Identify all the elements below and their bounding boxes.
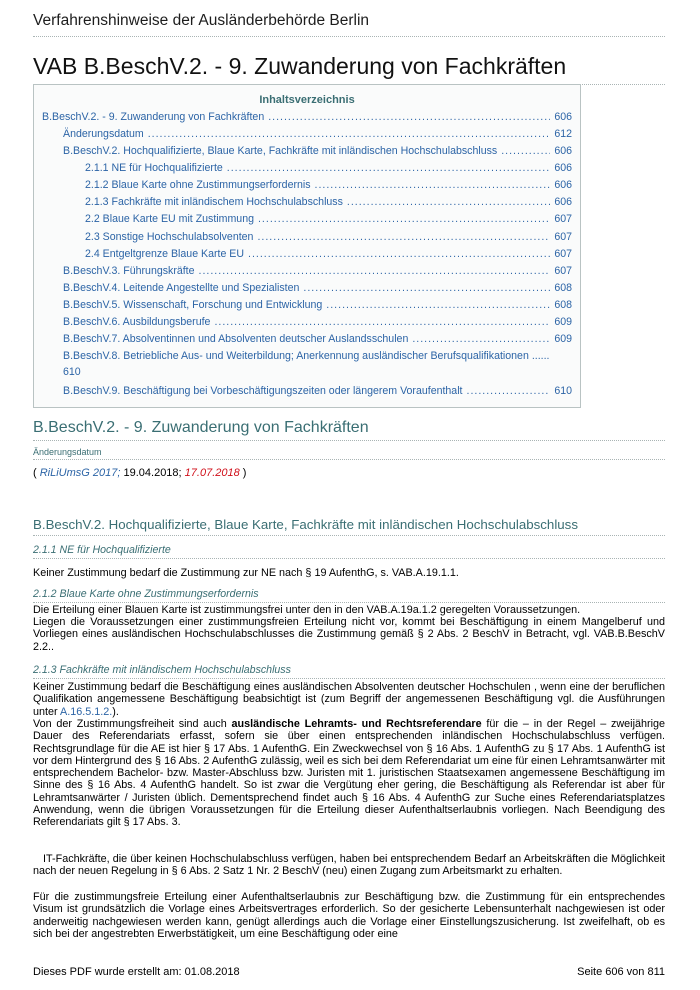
- section-heading-main: B.BeschV.2. - 9. Zuwanderung von Fachkräften: [33, 419, 665, 441]
- toc-entry[interactable]: B.BeschV.7. Absolventinnen und Absolventen deutscher Auslandsschulen ..... 609: [63, 333, 572, 345]
- rilium-link[interactable]: RiLiUmsG 2017;: [39, 467, 121, 479]
- footer-page-number: Seite 606 von 811: [577, 966, 665, 978]
- paragraph-2-1-2-a: Die Erteilung einer Blauen Karte ist zustimmungsfrei unter den in den VAB.A.19a.1.2 geregelten Voraussetzungen.: [33, 604, 581, 616]
- page-footer: [33, 966, 665, 978]
- paragraph-2-1-3-a: Keiner Zustimmung bedarf die Beschäftigung eines ausländischen Absolventen deutscher Hochschulen , wenn eine der beruflichen Qualifikation angemessene Beschäftigung beabsichtigt ist (zum Begriff der angemessenen Beschäftigung vgl. die Ausführungen unter A.16.5.1.2.).: [33, 681, 665, 718]
- document-header: Verfahrenshinweise der Ausländerbehörde Berlin: [33, 12, 665, 37]
- toc-entry[interactable]: B.BeschV.5. Wissenschaft, Forschung und Entwicklung ..... 608: [63, 299, 572, 311]
- page-title: VAB B.BeschV.2. - 9. Zuwanderung von Fachkräften: [33, 53, 665, 85]
- footer-created: Dieses PDF wurde erstellt am: 01.08.2018: [33, 966, 240, 978]
- toc-entry[interactable]: B.BeschV.6. Ausbildungsberufe ..... 609: [63, 316, 572, 328]
- toc-entry[interactable]: B.BeschV.2. - 9. Zuwanderung von Fachkräften ..... 606: [42, 111, 572, 123]
- reference-link[interactable]: A.16.5.1.2.: [60, 705, 113, 718]
- subheading-2-1-1: 2.1.1 NE für Hochqualifizierte: [33, 544, 665, 559]
- toc-entry[interactable]: B.BeschV.2. Hochqualifizierte, Blaue Karte, Fachkräfte mit inländischen Hochschulabschluss ..... 606: [63, 145, 572, 157]
- toc-entry[interactable]: Änderungsdatum ..... 612: [63, 128, 572, 140]
- paragraph-2-1-2-b: Liegen die Voraussetzungen einer zustimmungsfreien Erteilung nicht vor, kommt bei Beschäftigung in einem Mangelberuf und Vorliegen eines ausländischen Hochschulabschlusses die Zustimmung gemäß § 2 Abs. 2 BeschV in Betracht, vgl. VAB.B.BeschV 2.2..: [33, 616, 665, 653]
- section-heading-2: B.BeschV.2. Hochqualifizierte, Blaue Karte, Fachkräfte mit inländischen Hochschulabschluss: [33, 517, 665, 536]
- toc-entry[interactable]: 2.1.3 Fachkräfte mit inländischem Hochschulabschluss ..... 606: [85, 196, 572, 208]
- paragraph-2-1-3-b: Von der Zustimmungsfreiheit sind auch ausländische Lehramts- und Rechtsreferendare für die – in der Regel – zweijährige Dauer des Referendariats erfasst, sofern sie über einen entsprechenden inländischen Hochschulabschluss verfügen. Rechtsgrundlage für die AE ist hier § 17 Abs. 1 AufenthG. Ein Zweckwechsel von § 16 Abs. 1 AufenthG zu § 17 Abs. 1 AufenthG ist vor dem Hintergrund des § 16 Abs. 2 AufenthG zulässig, weil es sich bei dem Referendariat um eine für einen Lehramtsanwärter mit entsprechendem Bachelor- bzw. Master-Abschluss bzw. Juristen mit 1. juristischen Staatsexamen angemessene Beschäftigung im Sinne des § 16 Abs. 4 AufenthG handelt. So ist zwar die Vergütung eher gering, die Beschäftigung als Referendar ist aber für Lehramtsanwärter / Juristen üblich. Dementsprechend findet auch § 16 Abs. 4 AufenthG zur Suche eines Referendariatsplatzes Anwendung, wenn die übrigen Voraussetzungen für die Erteilung dieser Aufenthaltserlaubnis vorliegen. Nach Beendigung des Referendariats gilt § 17 Abs. 3.: [33, 718, 665, 829]
- toc-entry[interactable]: 2.1.1 NE für Hochqualifizierte ..... 606: [85, 162, 572, 174]
- toc-entry[interactable]: 2.1.2 Blaue Karte ohne Zustimmungserfordernis ..... 606: [85, 179, 572, 191]
- aenderungsdatum-value: ( RiLiUmsG 2017; 19.04.2018; 17.07.2018 ): [33, 467, 247, 479]
- date-highlight: 17.07.2018: [184, 467, 240, 479]
- paragraph-2-1-3-d: Für die zustimmungsfreie Erteilung einer Aufenthaltserlaubnis zur Beschäftigung bzw. die Zustimmung für ein entsprechendes Visum ist grundsätzlich die Vorlage eines Arbeitsvertrages erforderlich. So der gesicherte Lebensunterhalt nachgewiesen ist oder anderweitig nachgewiesen werden kann, genügt allerdings auch die Vorlage einer Einstellungszusicherung. Ist zweifelhaft, ob es sich bei der angestrebten Erwerbstätigkeit, um eine Beschäftigung oder eine: [33, 891, 665, 940]
- subheading-2-1-3: 2.1.3 Fachkräfte mit inländischem Hochschulabschluss: [33, 664, 665, 679]
- aenderungsdatum-label: Änderungsdatum: [33, 447, 665, 460]
- toc-entry[interactable]: B.BeschV.3. Führungskräfte ..... 607: [63, 265, 572, 277]
- subheading-2-1-2: 2.1.2 Blaue Karte ohne Zustimmungserfordernis: [33, 588, 665, 603]
- toc-entry[interactable]: B.BeschV.8. Betriebliche Aus- und Weiterbildung; Anerkennung ausländischer Berufsqualifikationen ...... 610: [63, 350, 550, 378]
- paragraph-2-1-3-c: IT-Fachkräfte, die über keinen Hochschulabschluss verfügen, haben bei entsprechendem Bedarf an Arbeitskräften die Möglichkeit nach der neuen Regelung in § 6 Abs. 2 Satz 1 Nr. 2 BeschV (neu) einen Zugang zum Arbeitsmarkt zu erhalten.: [33, 853, 665, 878]
- paragraph-2-1-1: Keiner Zustimmung bedarf die Zustimmung zur NE nach § 19 AufenthG, s. VAB.A.19.1.1.: [33, 567, 459, 579]
- table-of-contents: [33, 84, 581, 408]
- toc-title: Inhaltsverzeichnis: [259, 94, 355, 106]
- toc-entry[interactable]: B.BeschV.4. Leitende Angestellte und Spezialisten ..... 608: [63, 282, 572, 294]
- toc-entry[interactable]: 2.2 Blaue Karte EU mit Zustimmung ..... 607: [85, 213, 572, 225]
- toc-entry[interactable]: 2.3 Sonstige Hochschulabsolventen ..... 607: [85, 231, 572, 243]
- toc-entry[interactable]: B.BeschV.9. Beschäftigung bei Vorbeschäftigungszeiten oder längerem Voraufenthalt ..... 610: [63, 385, 572, 397]
- toc-entry[interactable]: 2.4 Entgeltgrenze Blaue Karte EU ..... 607: [85, 248, 572, 260]
